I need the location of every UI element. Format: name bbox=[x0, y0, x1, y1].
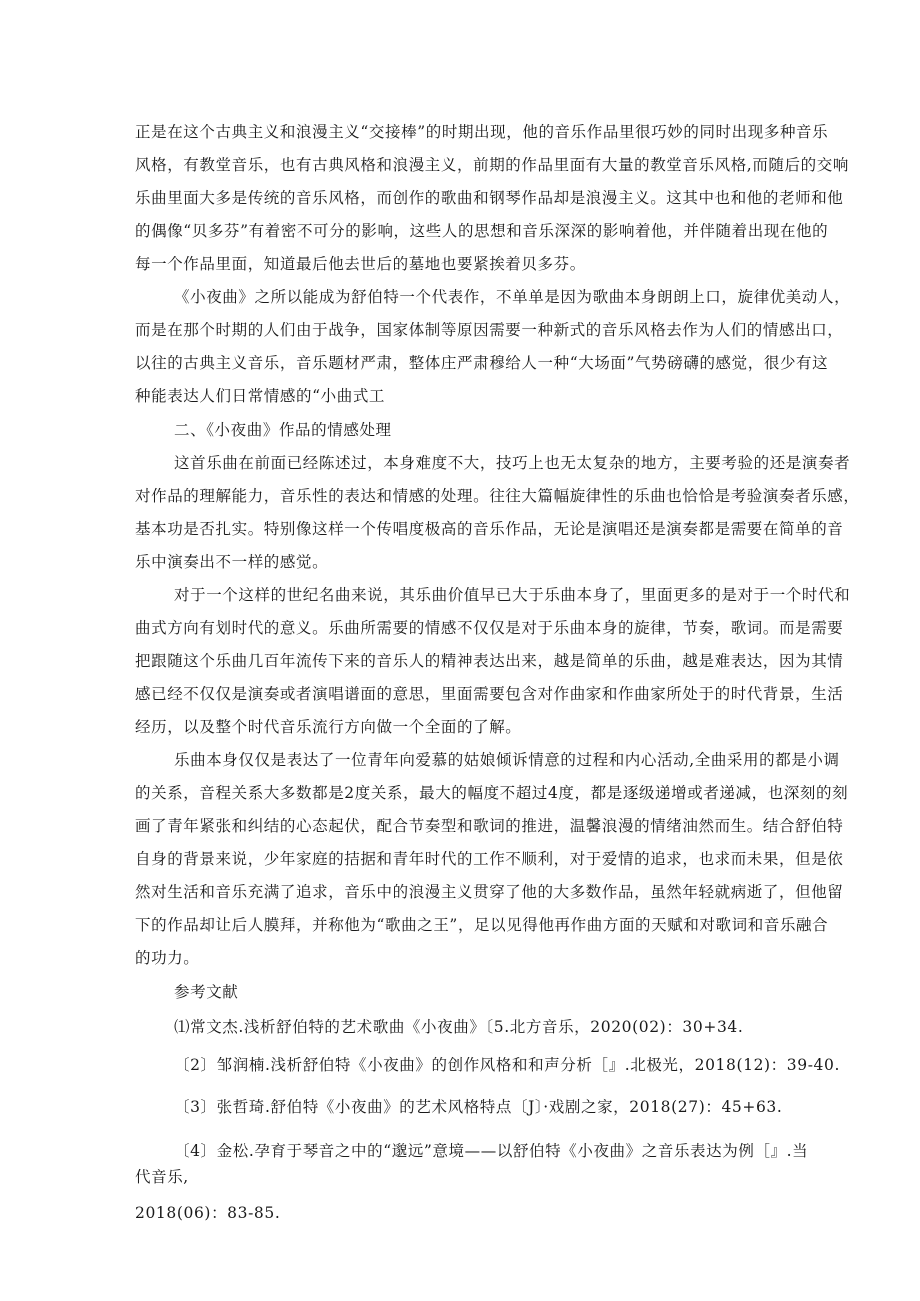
paragraph-1-line-5: 每一个作品里面，知道最后他去世后的墓地也要紧挨着贝多芬。 bbox=[135, 255, 586, 273]
paragraph-1-line-1: 正是在这个古典主义和浪漫主义“交接棒”的时期出现，他的音乐作品里很巧妙的同时出现多种音乐 bbox=[135, 123, 829, 141]
paragraph-2-line-2: 而是在那个时期的人们由于战争，国家体制等原因需要一种新式的音乐风格去作为人们的情感出口， bbox=[135, 321, 844, 339]
paragraph-5-line-4: 自身的背景来说，少年家庭的拮据和青年时代的工作不顺利，对于爱情的追求，也求而未果，但是依 bbox=[135, 850, 844, 868]
paragraph-3-line-4: 乐中演奏出不一样的感觉。 bbox=[135, 553, 329, 571]
references-heading: 参考文献 bbox=[174, 983, 239, 1001]
reference-4-line-2: 代音乐, bbox=[135, 1168, 189, 1186]
paragraph-1-line-2: 风格，有教堂音乐，也有古典风格和浪漫主义，前期的作品里面有大量的教堂音乐风格,而随后的交响 bbox=[135, 156, 849, 174]
paragraph-5-line-6: 下的作品却让后人膜拜，并称他为“歌曲之王”，足以见得他再作曲方面的天赋和对歌词和音乐融合 bbox=[135, 916, 829, 934]
paragraph-1-line-3: 乐曲里面大多是传统的音乐风格，而创作的歌曲和钢琴作品却是浪漫主义。这其中也和他的老师和他 bbox=[135, 189, 844, 207]
paragraph-5-line-3: 画了青年紧张和纠结的心态起伏，配合节奏型和歌词的推进，温馨浪漫的情绪油然而生。结合舒伯特 bbox=[135, 817, 844, 835]
paragraph-3-line-1: 这首乐曲在前面已经陈述过，本身难度不大，技巧上也无太复杂的地方，主要考验的还是演奏者 bbox=[174, 454, 851, 472]
paragraph-4-line-5: 经历，以及整个时代音乐流行方向做一个全面的了解。 bbox=[135, 718, 522, 736]
reference-4-line-3: 2018(06)：83-85. bbox=[135, 1204, 281, 1222]
paragraph-3-line-2: 对作品的理解能力，音乐性的表达和情感的处理。往往大篇幅旋律性的乐曲也恰恰是考验演奏者乐感， bbox=[135, 487, 860, 505]
paragraph-4-line-4: 感已经不仅仅是演奏或者演唱谱面的意思，里面需要包含对作曲家和作曲家所处于的时代背景，生活 bbox=[135, 685, 844, 703]
paragraph-4-line-3: 把跟随这个乐曲几百年流传下来的音乐人的精神表达出来，越是简单的乐曲，越是难表达，因为其情 bbox=[135, 652, 844, 670]
paragraph-3-line-3: 基本功是否扎实。特别像这样一个传唱度极高的音乐作品，无论是演唱还是演奏都是需要在简单的音 bbox=[135, 520, 844, 538]
reference-2: 〔2〕邹润楠.浅析舒伯特《小夜曲》的创作风格和和声分析［』.北极光，2018(12)：39-40. bbox=[174, 1056, 840, 1074]
paragraph-5-line-1: 乐曲本身仅仅是表达了一位青年向爱慕的姑娘倾诉情意的过程和内心活动,全曲采用的都是小调 bbox=[174, 751, 840, 769]
paragraph-1-line-4: 的偶像“贝多芬”有着密不可分的影响，这些人的思想和音乐深深的影响着他，并伴随着出现在他的 bbox=[135, 222, 829, 240]
paragraph-5-line-2: 的关系，音程关系大多数都是2度关系，最大的幅度不超过4度，都是逐级递增或者递减，也深刻的刻 bbox=[135, 784, 849, 802]
paragraph-2-line-3: 以往的古典主义音乐，音乐题材严肃，整体庄严肃穆给人一种“大场面”气势磅礴的感觉，很少有这 bbox=[135, 354, 829, 372]
reference-3: 〔3〕张哲琦.舒伯特《小夜曲》的艺术风格特点〔J〕·戏剧之家，2018(27)：45+63. bbox=[174, 1098, 783, 1116]
paragraph-5-line-7: 的功力。 bbox=[135, 949, 200, 967]
paragraph-4-line-2: 曲式方向有划时代的意义。乐曲所需要的情感不仅仅是对于乐曲本身的旋律，节奏，歌词。而是需要 bbox=[135, 619, 844, 637]
reference-1: ⑴常文杰.浅析舒伯特的艺术歌曲《小夜曲》〔5.北方音乐，2020(02)：30+34. bbox=[174, 1018, 744, 1036]
paragraph-2-line-4: 种能表达人们日常情感的“小曲式工 bbox=[135, 387, 386, 405]
paragraph-4-line-1: 对于一个这样的世纪名曲来说，其乐曲价值早已大于乐曲本身了，里面更多的是对于一个时代和 bbox=[174, 586, 851, 604]
section-heading: 二、《小夜曲》作品的情感处理 bbox=[174, 421, 392, 439]
paragraph-5-line-5: 然对生活和音乐充满了追求，音乐中的浪漫主义贯穿了他的大多数作品，虽然年轻就病逝了，但他留 bbox=[135, 883, 844, 901]
paragraph-2-line-1: 《小夜曲》之所以能成为舒伯特一个代表作，不单单是因为歌曲本身朗朗上口，旋律优美动人， bbox=[174, 288, 851, 306]
reference-4-line-1: 〔4〕金松.孕育于琴音之中的“邈远”意境——以舒伯特《小夜曲》之音乐表达为例［』.当 bbox=[174, 1142, 809, 1160]
